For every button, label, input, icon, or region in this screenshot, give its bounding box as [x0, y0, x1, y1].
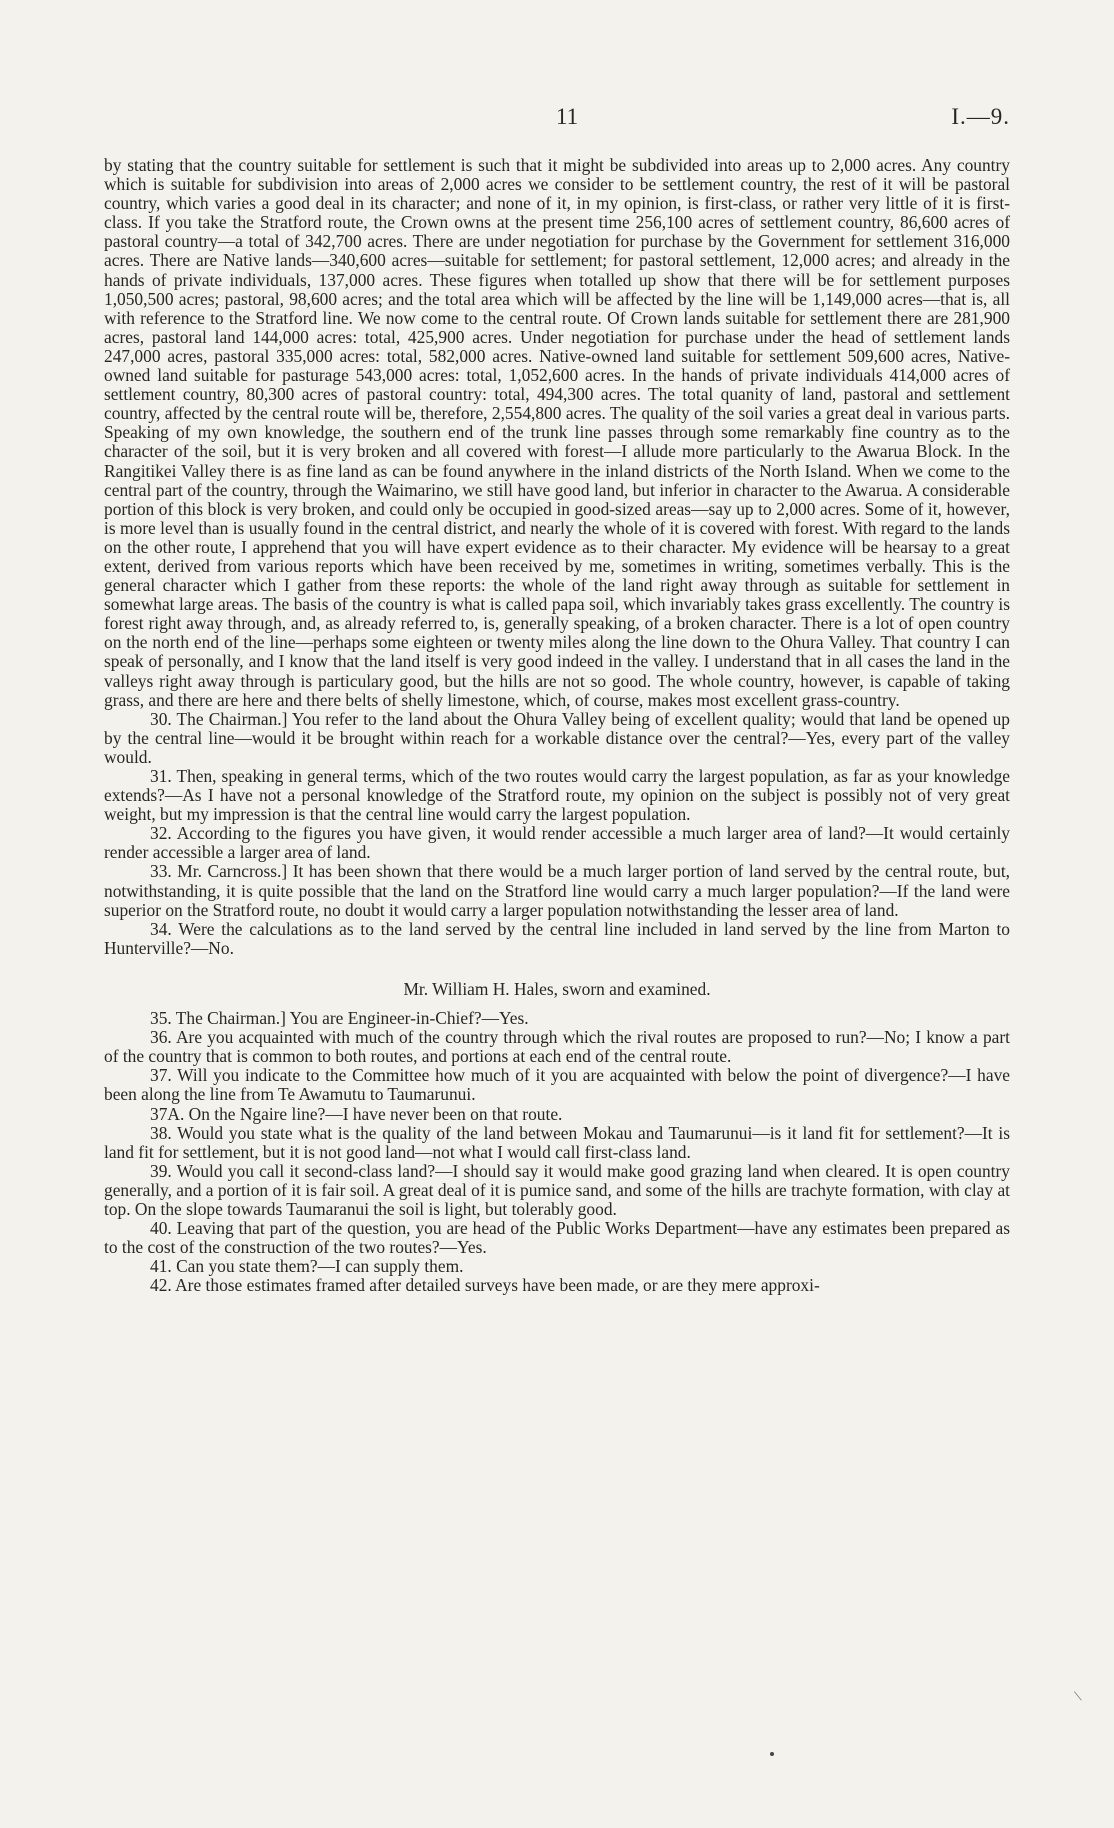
witness-heading: Mr. William H. Hales, sworn and examined.: [403, 978, 711, 999]
question-37: 37. Will you indicate to the Committee how much of it you are acquainted with below the point of divergence?—I have been along the line from Te Awamutu to Taumarunui.: [104, 1065, 1010, 1105]
page-number: 11: [556, 104, 579, 129]
ink-dot: [770, 1752, 774, 1756]
question-32: 32. According to the figures you have given, it would render accessible a much larger area of land?—It would certainly render accessible a larger area of land.: [104, 823, 1010, 863]
question-36: 36. Are you acquainted with much of the country through which the rival routes are proposed to run?—No; I know a part of the country that is common to both routes, and portions at each end of the central route.: [104, 1027, 1010, 1067]
continuation-paragraph: by stating that the country suitable for settlement is such that it might be subdivided into areas up to 2,000 acres. Any country which is suitable for subdivision into areas of 2,000 acres we consider to be settlement country, the rest of it will be pastoral country, which varies a good deal in its character; and none of it, in my opinion, is first-class, or rather very little of it is first-class. If you take the Stratford route, the Crown owns at the present time 256,100 acres of settlement country, 86,600 acres of pastoral country—a total of 342,700 acres. There are under negotiation for purchase by the Government for settlement 316,000 acres. There are Native lands—340,600 acres—suitable for settlement; for pastoral settlement, 12,000 acres; and already in the hands of private individuals, 137,000 acres. These figures when totalled up show that there will be for settlement purposes 1,050,500 acres; pastoral, 98,600 acres; and the total area which will be affected by the line will be 1,149,000 acres—that is, all with reference to the Stratford line. We now come to the central route. Of Crown lands suitable for settlement there are 281,900 acres, pastoral land 144,000 acres: total, 425,900 acres. Under negotiation for purchase under the head of settlement lands 247,000 acres, pastoral 335,000 acres: total, 582,000 acres. Native-owned land suitable for settlement 509,600 acres, Native-owned land suitable for pasturage 543,000 acres: total, 1,052,600 acres. In the hands of private individuals 414,000 acres of settlement country, 80,300 acres of pastoral country: total, 494,300 acres. The total quanity of land, pastoral and settlement country, affected by the central route will be, therefore, 2,554,800 acres. The quality of the soil varies a great deal in various parts. Speaking of my own knowledge, the southern end of the trunk line passes through some remarkably fine country as to the character of the soil, but it is very broken and all covered with forest—I allude more particularly to the Awarua Block. In the Rangitikei Valley there is as fine land as can be found anywhere in the inland districts of the North Island. When we come to the central part of the country, through the Waimarino, we still have good land, but inferior in character to the Awarua. A considerable portion of this block is very broken, and could only be occupied in good-sized areas—say up to 2,000 acres. Some of it, however, is more level than is usually found in the central district, and nearly the whole of it is covered with forest. With regard to the lands on the other route, I apprehend that you will have expert evidence as to their character. My evidence will be hearsay to a great extent, derived from various reports which have been received by me, sometimes in writing, sometimes verbally. This is the general character which I gather from these reports: the whole of the land right away through as suitable for settlement in somewhat large areas. The basis of the country is what is called papa soil, which invariably takes grass excellently. The country is forest right away through, and, as already referred to, is, generally speaking, of a broken character. There is a lot of open country on the north end of the line—perhaps some eighteen or twenty miles along the line down to the Ohura Valley. That country I can speak of personally, and I know that the land itself is very good indeed in the valley. I understand that in all cases the land in the valleys right away through is particulary good, but the hills are not so good. The whole country, however, is capable of taking grass, and there are here and there belts of shelly limestone, which, of course, makes most excellent grass-country.: [104, 155, 1010, 710]
question-40: 40. Leaving that part of the question, you are head of the Public Works Department—have any estimates been prepared as to the cost of the construction of the two routes?—Yes.: [104, 1218, 1010, 1258]
question-38: 38. Would you state what is the quality of the land between Mokau and Taumarunui—is it land fit for settlement?—It is land fit for settlement, but it is not good land—not what I would call first-class land.: [104, 1122, 1010, 1162]
question-33: 33. Mr. Carncross.] It has been shown that there would be a much larger portion of land served by the central route, but, notwithstanding, it is quite possible that the land on the Stratford line would carry a much larger population?—If the land were superior on the Stratford route, no doubt it would carry a larger population notwithstanding the lesser area of land.: [104, 861, 1010, 920]
question-35: 35. The Chairman.] You are Engineer-in-Chief?—Yes.: [150, 1008, 529, 1029]
page-header: [0, 104, 1114, 134]
document-reference: I.—9.: [951, 104, 1010, 129]
question-30: 30. The Chairman.] You refer to the land about the Ohura Valley being of excellent quality; would that land be opened up by the central line—would it be brought within reach for a workable distance over the central?—Yes, every part of the valley would.: [104, 708, 1010, 767]
question-41: 41. Can you state them?—I can supply them.: [150, 1256, 464, 1277]
margin-mark: \: [1073, 1687, 1084, 1706]
body-text: [104, 156, 1010, 1295]
question-42: 42. Are those estimates framed after detailed surveys have been made, or are they mere approxi-: [150, 1275, 820, 1296]
question-39: 39. Would you call it second-class land?—I should say it would make good grazing land when cleared. It is open country generally, and a portion of it is fair soil. A great deal of it is pumice sand, and some of the hills are trachyte formation, with clay at top. On the slope towards Taumaranui the soil is light, but tolerably good.: [104, 1160, 1010, 1219]
question-31: 31. Then, speaking in general terms, which of the two routes would carry the largest population, as far as your knowledge extends?—As I have not a personal knowledge of the Stratford route, my opinion on the subject is possibly not of very great weight, but my impression is that the central line would carry the largest population.: [104, 766, 1010, 825]
question-37a: 37A. On the Ngaire line?—I have never been on that route.: [150, 1103, 563, 1124]
question-34: 34. Were the calculations as to the land served by the central line included in land served by the line from Marton to Hunterville?—No.: [104, 918, 1010, 958]
